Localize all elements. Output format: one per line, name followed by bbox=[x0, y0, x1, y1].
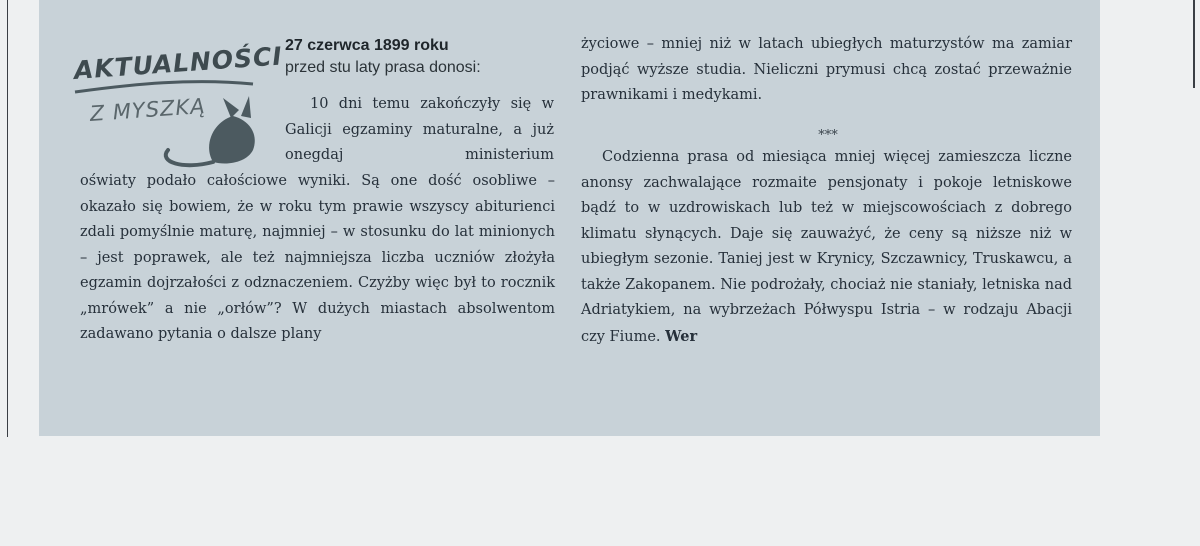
column2-trailing: Wer bbox=[665, 327, 698, 345]
page-rule-right bbox=[1193, 0, 1195, 88]
column2-body-text: Codzienna prasa od miesiąca mniej więcej zamieszcza liczne anonsy zachwalające rozmaite pensjonaty i pokoje letniskowe bądź to w uzdrowiskach lub też w miejscowościach z dobrego klimatu słynących. Daje się zauważyć, że ceny są niższe niż w ubiegłym sezonie. Taniej jest w Krynicy, Szczawnicy, Truskawcu, a także Zakopanem. Nie podrożały, chociaż nie staniały, letniska nad Adriatykiem, na wybrzeżach Półwyspu Istria – w rodzaju Abacji czy Fiume. bbox=[581, 149, 1072, 345]
column2-body bbox=[581, 145, 1072, 350]
logo-title: AKTUALNOŚCI bbox=[73, 41, 284, 85]
page-rule-left bbox=[7, 0, 8, 437]
column1-body: oświaty podało całościowe wyniki. Są one dość osobliwe – okazało się bowiem, że w roku tym prawie wszyscy abiturienci zdali pomyślnie maturę, najmniej – w stosunku do lat minionych – jest poprawek, ale też najmniejsza liczba uczniów złożyła egzamin dojrzałości z odznaczeniem. Czyżby więc był to rocznik „mrówek” a nie „orłów”? W dużych miastach absolwentom zadawano pytania o dalsze plany bbox=[80, 173, 555, 342]
column2-top: życiowe – mniej niż w latach ubiegłych maturzystów ma zamiar podjąć wyższe studia. Nieliczni prymusi chcą zostać przeważnie prawnikami i medykami. bbox=[581, 36, 1072, 103]
section-separator: *** bbox=[818, 128, 838, 143]
logo-subtitle: Z MYSZKĄ bbox=[89, 93, 207, 126]
article-date: 27 czerwca 1899 roku bbox=[285, 37, 449, 54]
article-subtitle: przed stu laty prasa donosi: bbox=[285, 59, 481, 76]
column1-intro: 10 dni temu zakończyły się w Galicji egzaminy maturalne, a już onegdaj ministerium bbox=[285, 96, 554, 163]
column-logo bbox=[63, 41, 284, 180]
